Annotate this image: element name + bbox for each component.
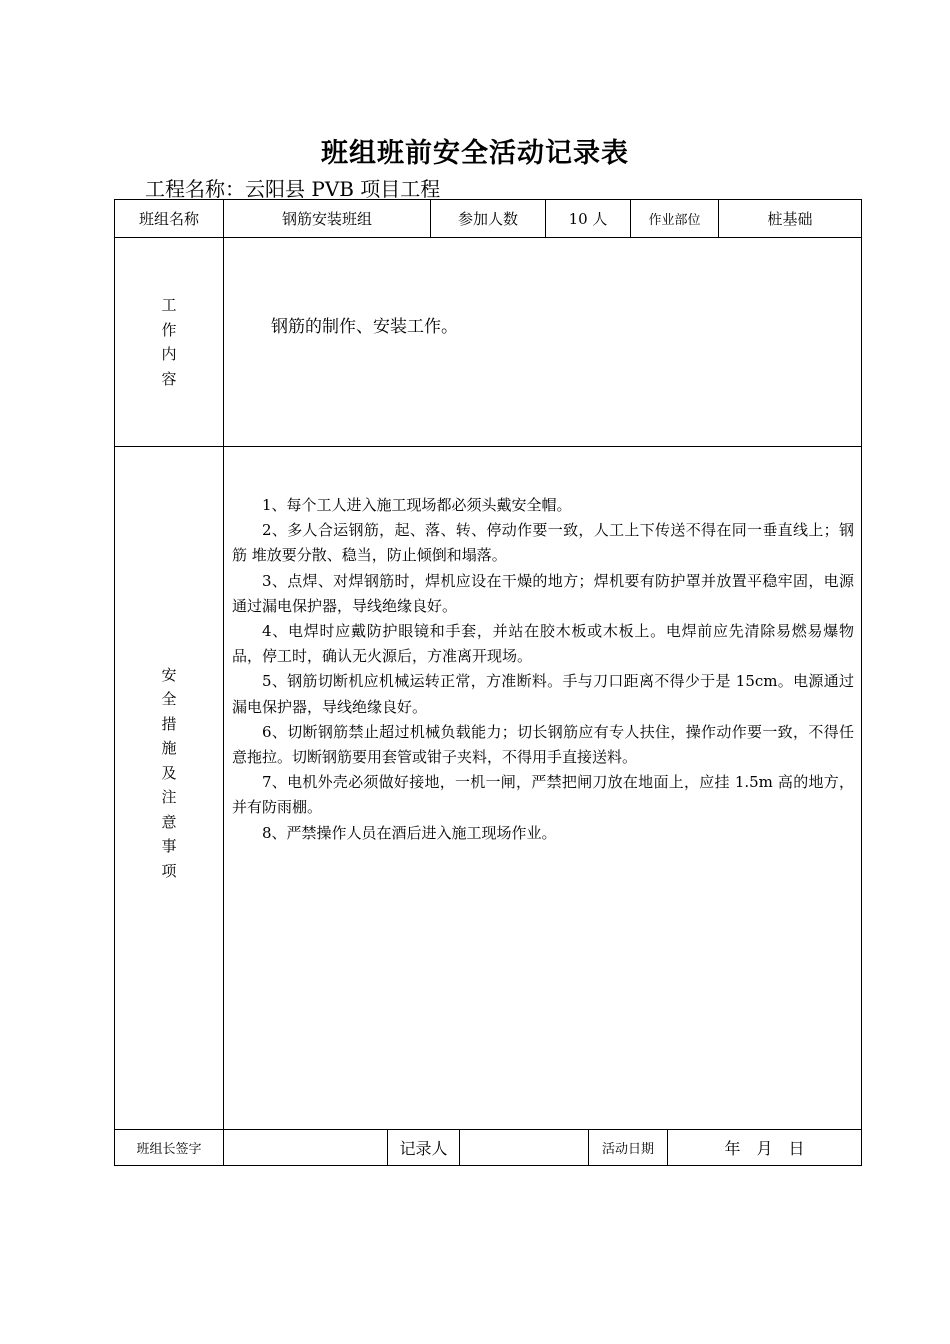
page-title: 班组班前安全活动记录表 bbox=[321, 138, 629, 169]
leader-signature-field[interactable] bbox=[223, 1129, 388, 1166]
safety-measures-label bbox=[161, 663, 176, 884]
work-location-label-cell bbox=[630, 199, 719, 238]
team-name-label: 班组名称 bbox=[138, 210, 199, 228]
safety-label-char: 意 bbox=[161, 812, 177, 831]
participants-label-cell bbox=[430, 199, 546, 238]
recorder-label: 记录人 bbox=[399, 1139, 448, 1158]
safety-measures-list bbox=[232, 493, 854, 846]
safety-measure-item: 3、点焊、对焊钢筋时，焊机应设在干燥的地方；焊机要有防护罩并放置平稳牢固，电源通过漏电保护器，导线绝缘良好。 bbox=[232, 571, 854, 615]
safety-label-char: 全 bbox=[161, 690, 177, 709]
safety-measures-label-cell bbox=[114, 446, 224, 1130]
team-name-value: 钢筋安装班组 bbox=[281, 210, 372, 228]
work-content-label-char: 容 bbox=[161, 369, 177, 388]
activity-date-label: 活动日期 bbox=[601, 1142, 654, 1157]
safety-label-char: 注 bbox=[161, 788, 177, 807]
recorder-label-cell bbox=[387, 1129, 460, 1166]
work-content-label-cell bbox=[114, 237, 224, 447]
safety-measure-item: 4、电焊时应戴防护眼镜和手套，并站在胶木板或木板上。电焊前应先清除易燃易爆物品，停工时，确认无火源后，方准离开现场。 bbox=[232, 622, 854, 666]
leader-signature-label: 班组长签字 bbox=[136, 1142, 202, 1157]
activity-date-label-cell bbox=[588, 1129, 668, 1166]
safety-label-char: 施 bbox=[161, 739, 177, 758]
safety-measure-item: 8、严禁操作人员在酒后进入施工现场作业。 bbox=[262, 823, 557, 842]
safety-label-char: 项 bbox=[161, 861, 177, 880]
safety-label-char: 事 bbox=[161, 837, 177, 856]
activity-date-value: 年 月 日 bbox=[724, 1139, 805, 1158]
safety-measure-item: 5、钢筋切断机应机械运转正常，方准断料。手与刀口距离不得少于是 15cm。电源通过漏电保护器，导线绝缘良好。 bbox=[232, 672, 854, 716]
leader-signature-label-cell bbox=[114, 1129, 224, 1166]
work-content-label-char: 工 bbox=[161, 296, 177, 314]
work-location-value: 桩基础 bbox=[767, 210, 813, 228]
work-content-text: 钢筋的制作、安装工作。 bbox=[271, 317, 458, 337]
work-content-label-char: 作 bbox=[161, 320, 177, 339]
participants-value: 10 人 bbox=[568, 210, 608, 228]
work-location-label: 作业部位 bbox=[648, 213, 701, 228]
safety-measure-item: 6、切断钢筋禁止超过机械负载能力；切长钢筋应有专人扶住，操作动作要一致，不得任意拖拉。切断钢筋要用套管或钳子夹料，不得用手直接送料。 bbox=[232, 722, 854, 767]
project-name-value: 云阳县 PVB 项目工程 bbox=[245, 177, 441, 201]
project-name bbox=[145, 173, 440, 202]
work-content-label bbox=[161, 293, 176, 391]
safety-label-char: 措 bbox=[161, 714, 177, 733]
team-name-value-cell[interactable] bbox=[223, 199, 431, 238]
project-name-label: 工程名称： bbox=[145, 177, 245, 201]
safety-measure-item: 7、电机外壳必须做好接地，一机一闸，严禁把闸刀放在地面上，应挂 1.5m 高的地方，并有防雨棚。 bbox=[232, 773, 854, 817]
recorder-field[interactable] bbox=[459, 1129, 589, 1166]
team-name-label-cell bbox=[114, 199, 224, 238]
participants-value-cell[interactable] bbox=[545, 199, 631, 238]
safety-measure-item: 1、每个工人进入施工现场都必须头戴安全帽。 bbox=[262, 496, 572, 514]
work-content-label-char: 内 bbox=[161, 345, 177, 363]
work-location-value-cell[interactable] bbox=[718, 199, 862, 238]
safety-measure-item: 2、多人合运钢筋，起、落、转、停动作要一致，人工上下传送不得在同一垂直线上；钢筋 堆放要分散、稳当，防止倾倒和塌落。 bbox=[232, 521, 854, 565]
participants-label: 参加人数 bbox=[457, 210, 518, 228]
safety-label-char: 安 bbox=[161, 665, 177, 684]
work-content-cell[interactable] bbox=[223, 237, 862, 447]
activity-date-field[interactable] bbox=[667, 1129, 862, 1166]
safety-label-char: 及 bbox=[161, 763, 177, 782]
